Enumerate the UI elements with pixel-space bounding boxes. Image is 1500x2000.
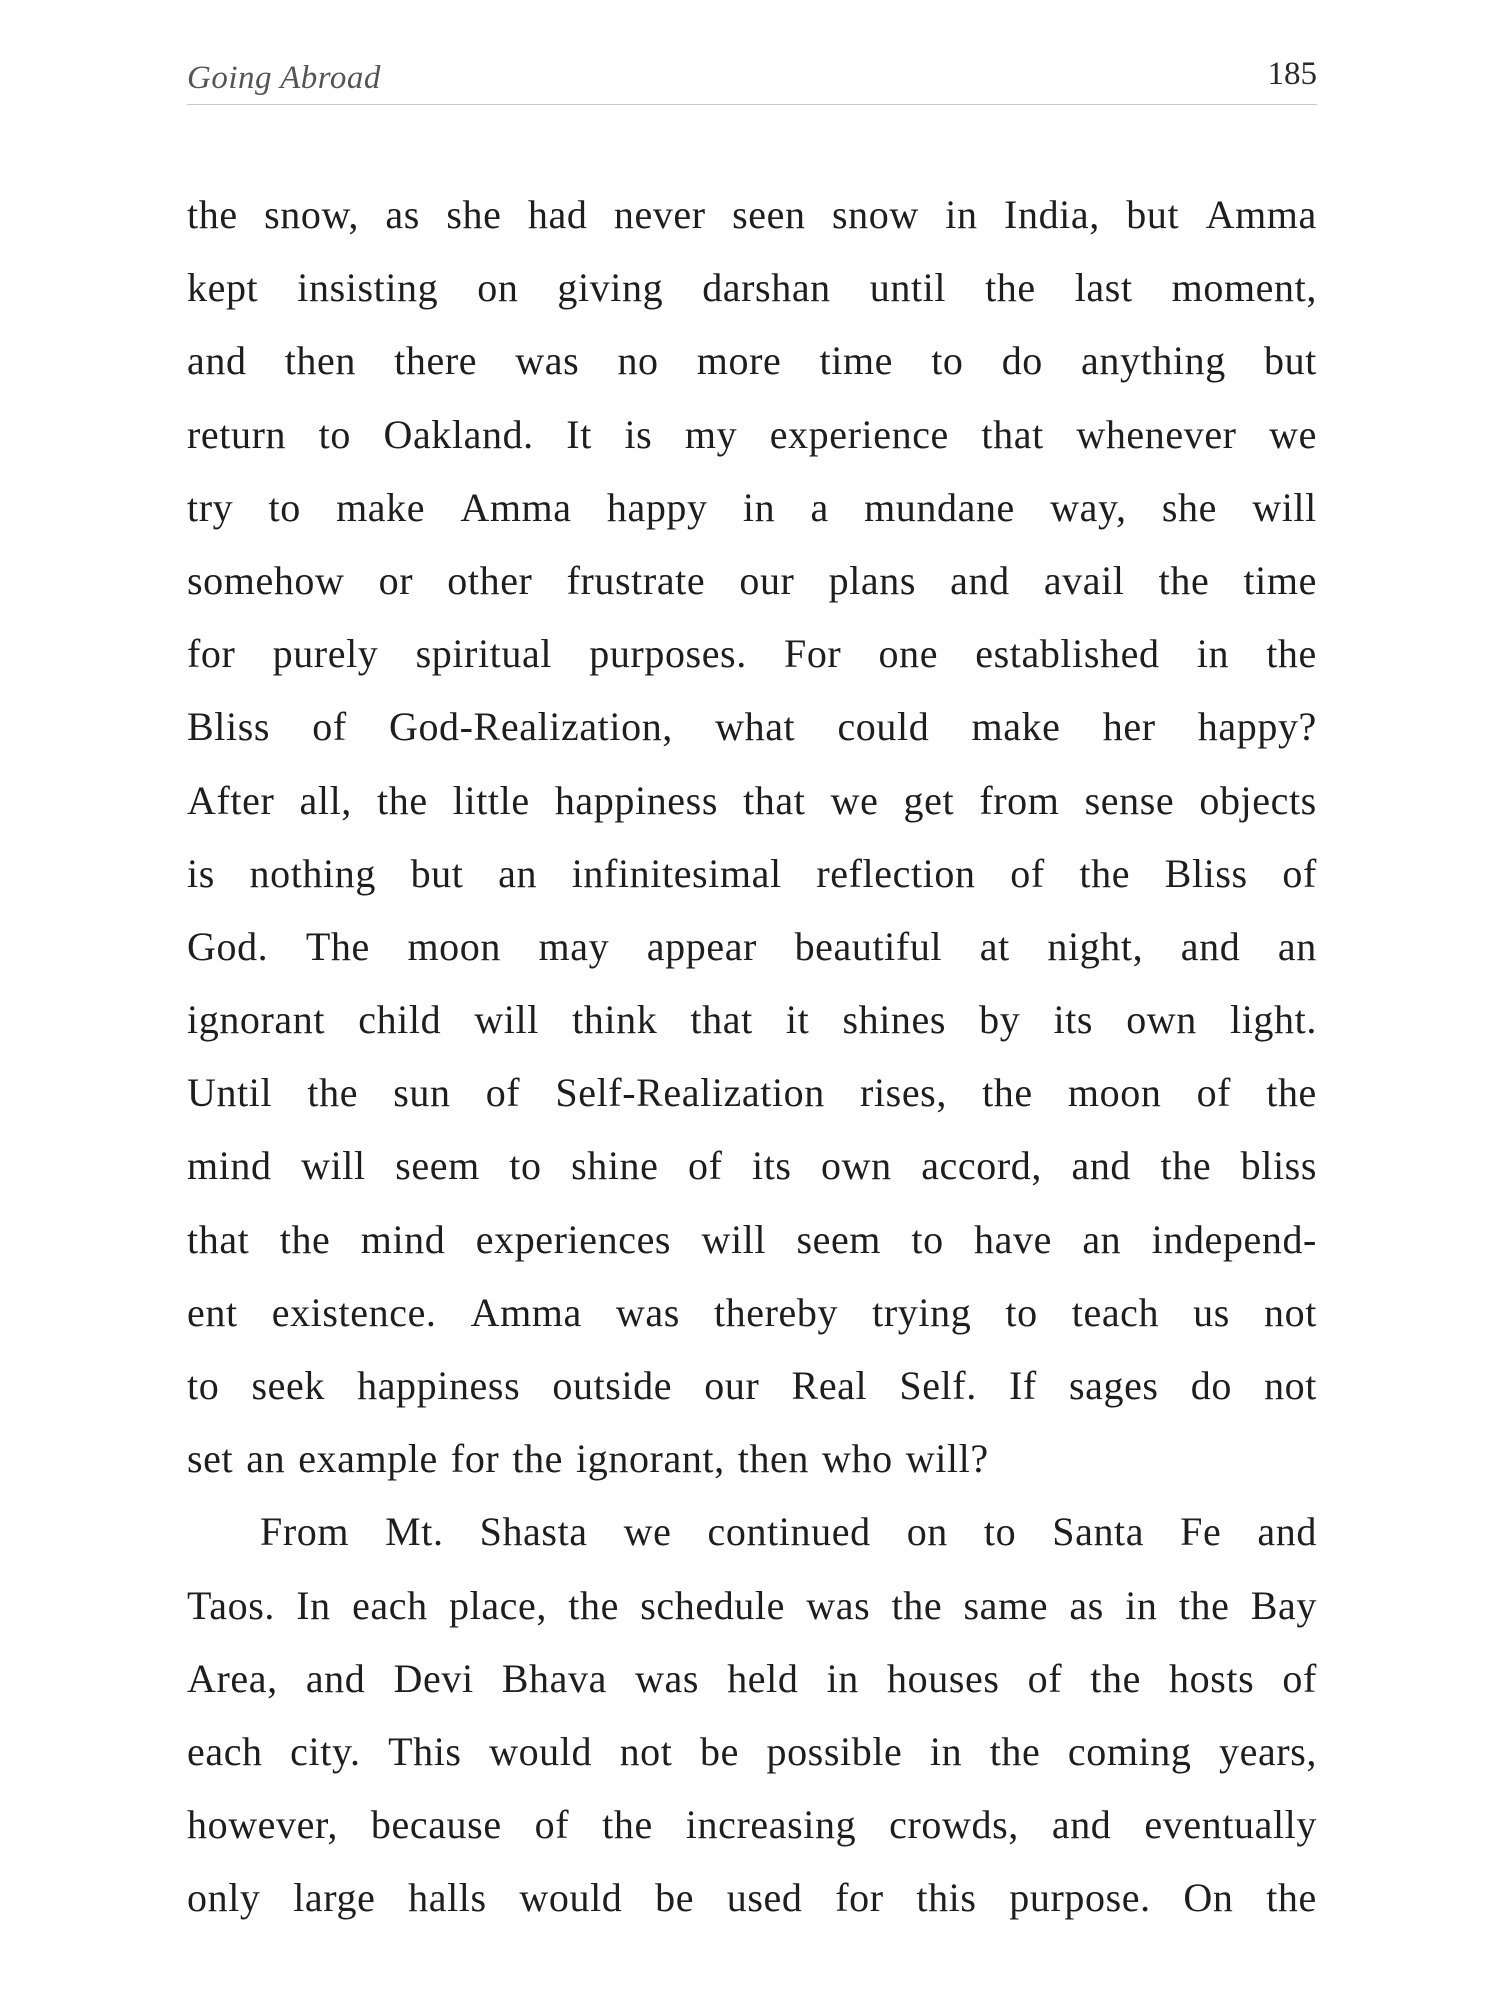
text-line: for purely spiritual purposes. For one established in the: [187, 631, 1317, 677]
text-line: somehow or other frustrate our plans and avail the time: [187, 557, 1317, 603]
text-line: Bliss of God-Realization, what could make her happy?: [187, 704, 1317, 750]
text-line: only large halls would be used for this purpose. On the: [187, 1875, 1317, 1921]
text-line: however, because of the increasing crowds, and eventually: [187, 1802, 1317, 1848]
text-line: mind will seem to shine of its own accord, and the bliss: [187, 1143, 1317, 1189]
text-line: that the mind experiences will seem to have an independ-: [187, 1216, 1317, 1262]
body-text: [187, 178, 1317, 1935]
text-line: and then there was no more time to do anything but: [187, 338, 1317, 384]
text-line: return to Oakland. It is my experience that whenever we: [187, 411, 1317, 457]
text-line: Until the sun of Self-Realization rises, the moon of the: [187, 1070, 1317, 1116]
text-line: Area, and Devi Bhava was held in houses of the hosts of: [187, 1655, 1317, 1701]
text-line: is nothing but an infinitesimal reflection of the Bliss of: [187, 850, 1317, 896]
header-divider: [187, 104, 1317, 105]
text-line: God. The moon may appear beautiful at night, and an: [187, 923, 1317, 969]
text-line: try to make Amma happy in a mundane way, she will: [187, 484, 1317, 530]
text-line: After all, the little happiness that we get from sense objects: [187, 777, 1317, 823]
text-line: set an example for the ignorant, then who will?: [187, 1436, 989, 1482]
text-line: From Mt. Shasta we continued on to Santa Fe and: [260, 1509, 1317, 1555]
running-header: [187, 56, 1317, 108]
text-line: ent existence. Amma was thereby trying to teach us not: [187, 1289, 1317, 1335]
text-line: Taos. In each place, the schedule was the same as in the Bay: [187, 1582, 1317, 1628]
running-title: Going Abroad: [187, 60, 381, 96]
text-line: the snow, as she had never seen snow in India, but Amma: [187, 192, 1317, 237]
text-line: kept insisting on giving darshan until the last moment,: [187, 265, 1317, 311]
text-line: to seek happiness outside our Real Self. If sages do not: [187, 1363, 1317, 1408]
page-number: 185: [1267, 56, 1317, 92]
text-line: each city. This would not be possible in the coming years,: [187, 1728, 1317, 1774]
text-line: ignorant child will think that it shines by its own light.: [187, 997, 1317, 1043]
